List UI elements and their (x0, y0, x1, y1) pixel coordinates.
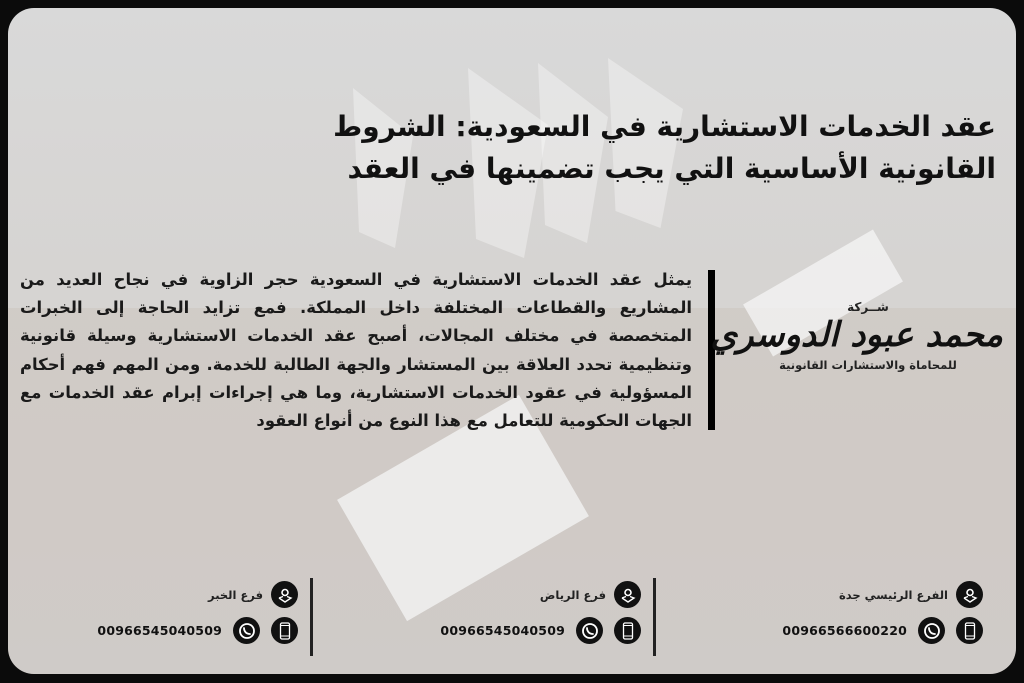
logo-company-name: محمد عبود الدوسري (710, 315, 1003, 355)
mobile-phone-icon[interactable] (271, 617, 298, 644)
branch-label: فرع الخبر (208, 587, 263, 602)
logo-tagline: للمحاماة والاستشارات القانونية (779, 358, 957, 372)
location-icon (956, 581, 983, 608)
branch-riyadh (401, 581, 641, 651)
logo-company-word: شــركة (847, 300, 889, 314)
branch-label: فرع الرياض (539, 587, 606, 602)
branch-separator (653, 578, 656, 656)
branch-label: الفرع الرئيسي جدة (838, 587, 948, 602)
title-line-2: القانونية الأساسية التي يجب تضمينها في العقد (347, 152, 996, 185)
page-title (296, 106, 996, 190)
location-icon (271, 581, 298, 608)
branch-jeddah (743, 581, 983, 651)
branch-phone[interactable]: 00966545040509 (97, 623, 222, 638)
company-logo (710, 300, 1003, 400)
whatsapp-icon[interactable] (576, 617, 603, 644)
whatsapp-icon[interactable] (918, 617, 945, 644)
branch-phone[interactable]: 00966566600220 (782, 623, 907, 638)
location-icon (614, 581, 641, 608)
branch-phone[interactable]: 00966545040509 (440, 623, 565, 638)
mobile-phone-icon[interactable] (956, 617, 983, 644)
branch-khobar (58, 581, 298, 651)
whatsapp-icon[interactable] (233, 617, 260, 644)
title-line-1: عقد الخدمات الاستشارية في السعودية: الشروط (333, 110, 996, 143)
intro-paragraph: يمثل عقد الخدمات الاستشارية في السعودية حجر الزاوية في نجاح العديد من المشاريع والقطاعات المختلفة داخل المملكة. فمع تزايد الحاجة إلى الخبرات المتخصصة في مختلف المجالات، أصبح عقد الخدمات الاستشارية وسيلة قانونية وتنظيمية تحدد العلاقة بين المستشار والجهة الطالبة للخدمة. ومن المهم فهم أحكام المسؤولية في عقود الخدمات الاستشارية، وما هي إجراءات إبرام عقد الخدمات مع الجهات الحكومية للتعامل مع هذا النوع من أنواع العقود (20, 270, 692, 431)
branch-separator (310, 578, 313, 656)
banner-card (8, 8, 1016, 674)
mobile-phone-icon[interactable] (614, 617, 641, 644)
